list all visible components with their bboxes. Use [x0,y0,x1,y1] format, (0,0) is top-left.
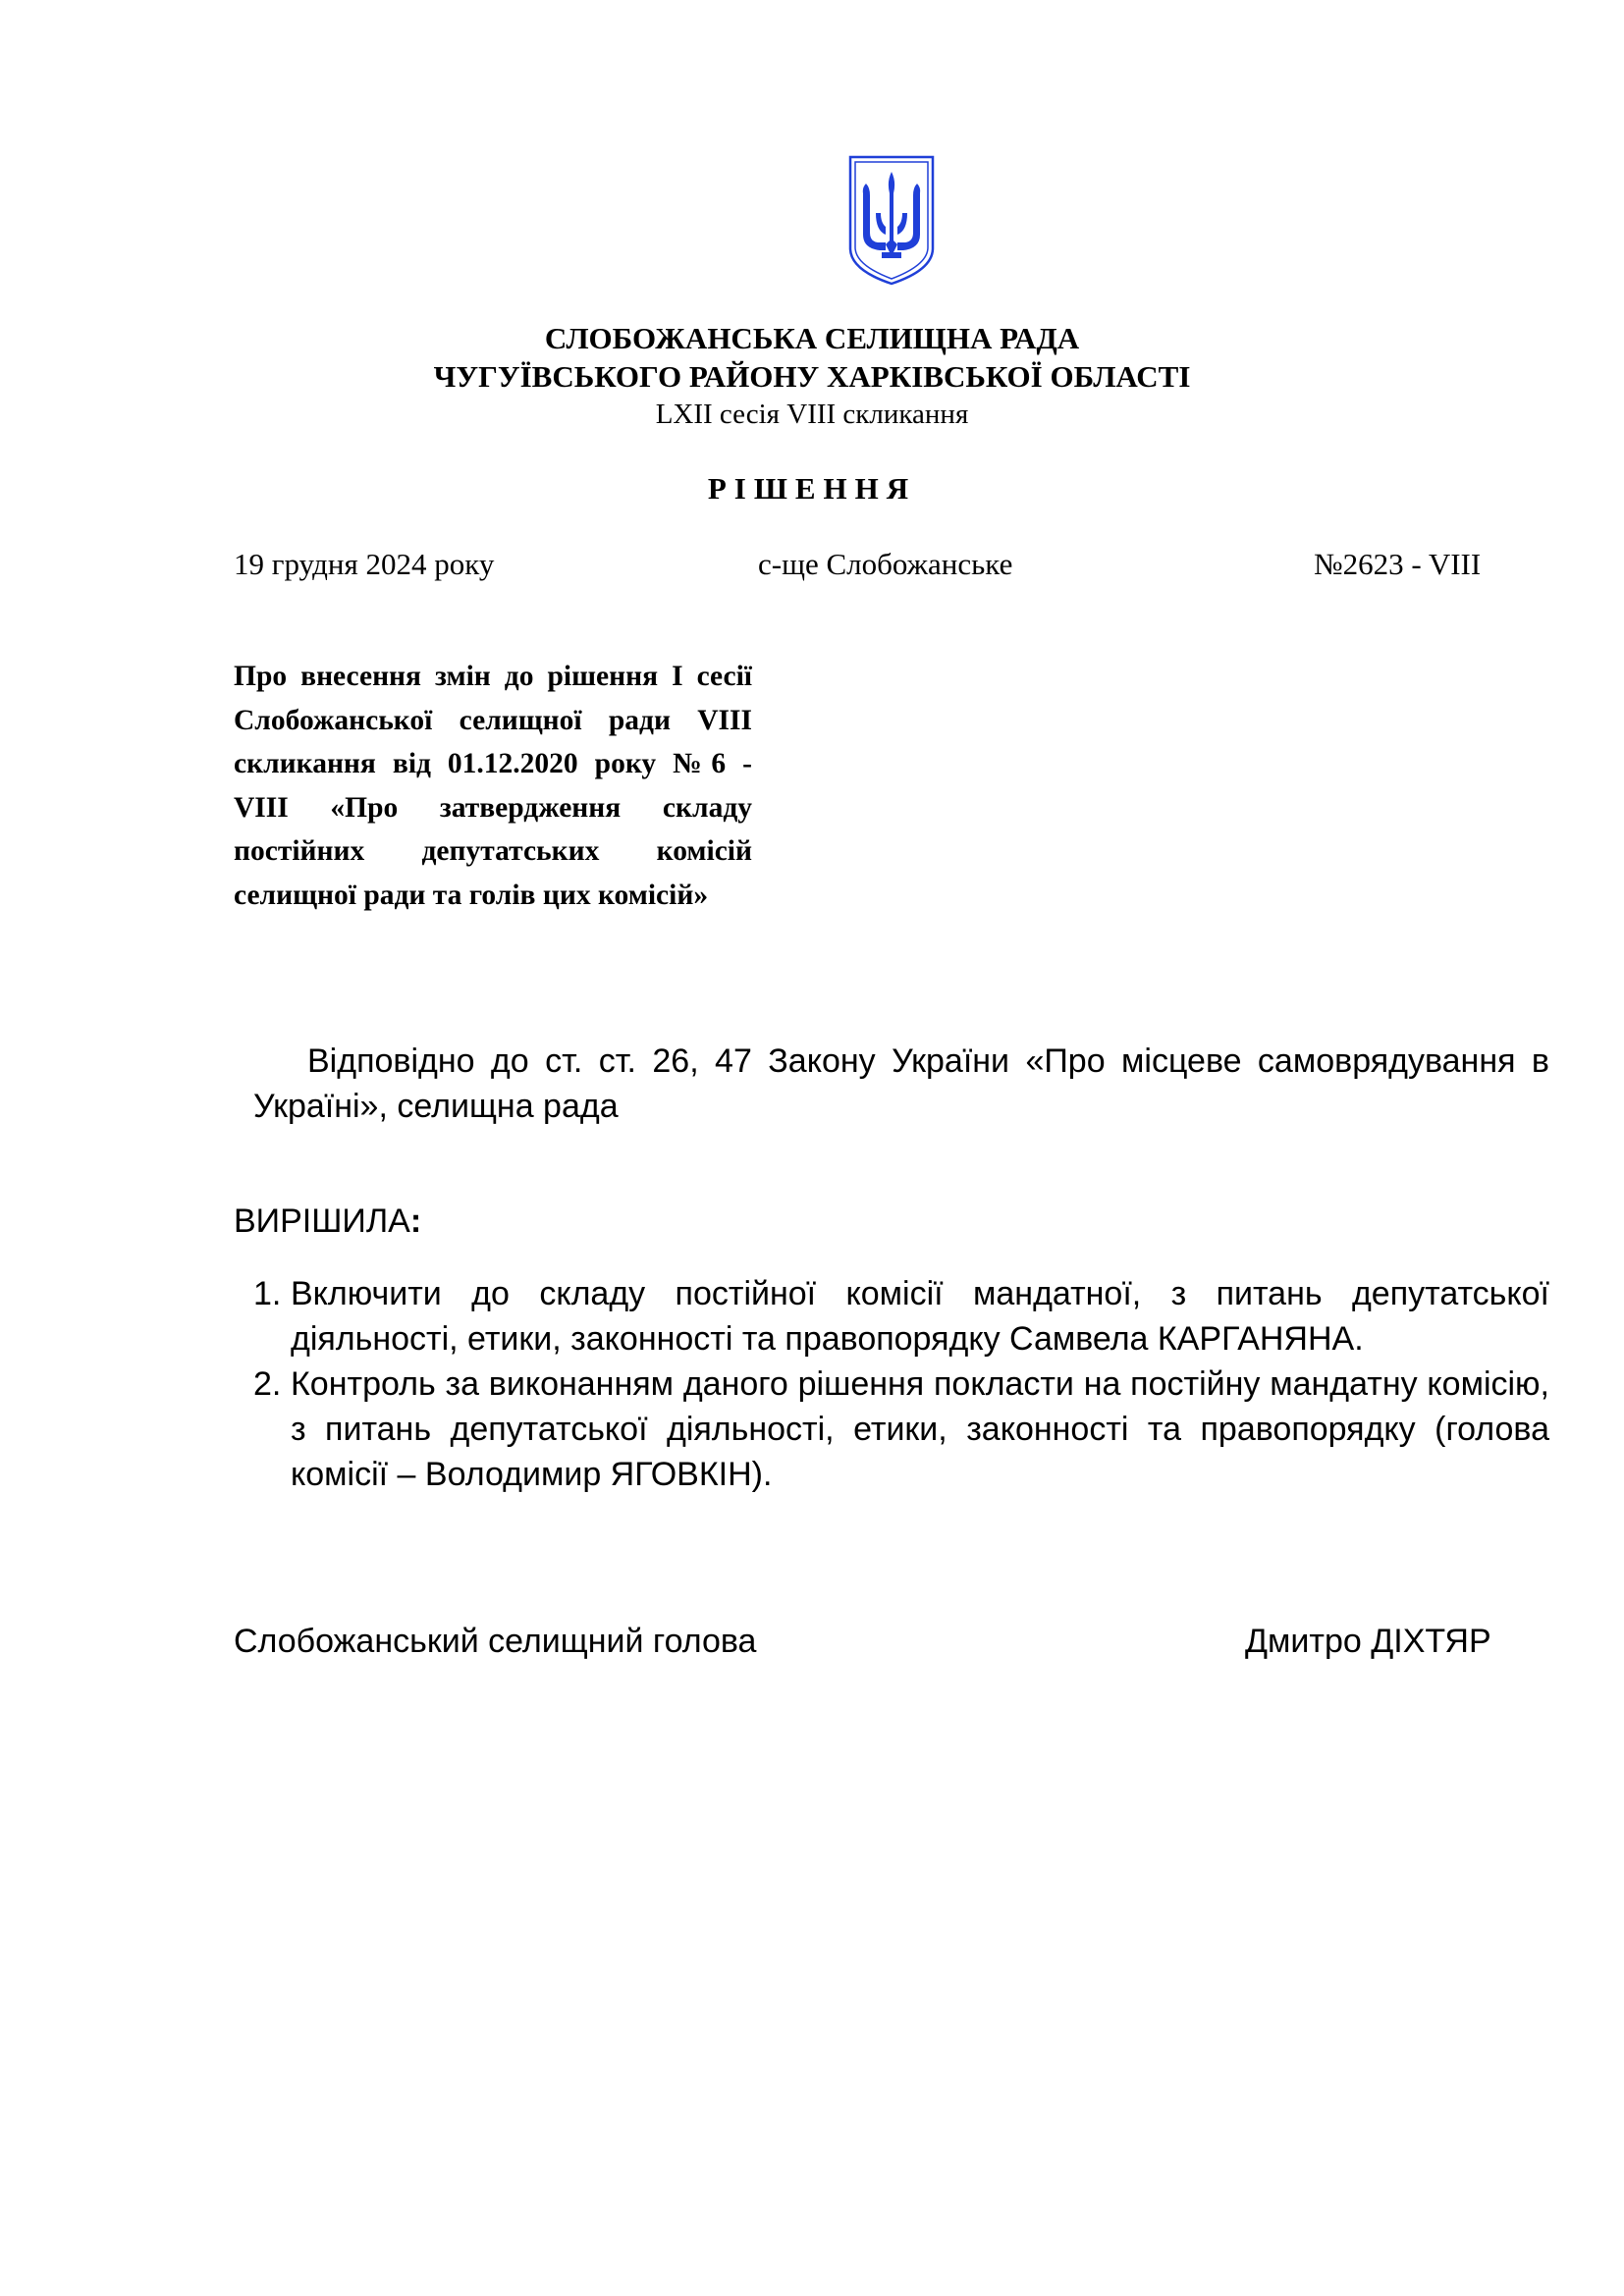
organization-name-line1: СЛОБОЖАНСЬКА СЕЛИЩНА РАДА [544,321,1080,355]
document-type-title: РІШЕННЯ [707,471,917,506]
item-number: 1. [253,1275,282,1312]
item-text: Включити до складу постійної комісії мандатної, з питань депутатської діяльності, етики, законності та правопорядку Самвела КАРГАНЯНА. [291,1275,1549,1358]
resolved-label: ВИРІШИЛА [234,1202,410,1240]
decision-place: с-ще Слобожанське [758,547,1013,581]
organization-name-line2: ЧУГУЇВСЬКОГО РАЙОНУ ХАРКІВСЬКОЇ ОБЛАСТІ [433,359,1191,394]
item-text: Контроль за виконанням даного рішення покласти на постійну мандатну комісію, з питань депутатської діяльності, етики, законності та правопорядку (голова комісії – Володимир ЯГОВКІН). [291,1365,1549,1493]
decision-subject: Про внесення змін до рішення І сесії Слобожанської селищної ради VІІІ скликання від 01.12.2020 року №6 - VІІІ «Про затвердження складу постійних депутатських комісій селищної ради та голів цих комісій» [234,661,752,911]
resolution-item [234,1271,1549,1362]
decision-number: №2623 - VIII [1314,547,1482,581]
resolved-colon: : [409,1202,422,1240]
resolution-item [234,1362,1549,1497]
preamble-text: Відповідно до ст. ст. 26, 47 Закону України «Про місцеве самоврядування в Україні», селищна рада [253,1042,1549,1125]
ukraine-coat-of-arms-icon [846,154,937,287]
session-line: LXII сесія VIII скликання [655,399,969,430]
resolution-items [234,1271,1549,1497]
signatory-name: Дмитро ДІХТЯР [1245,1623,1491,1660]
decision-date: 19 грудня 2024 року [234,547,495,581]
item-number: 2. [253,1365,282,1403]
resolved-heading [234,1200,421,1243]
signatory-title: Слобожанський селищний голова [234,1623,757,1660]
